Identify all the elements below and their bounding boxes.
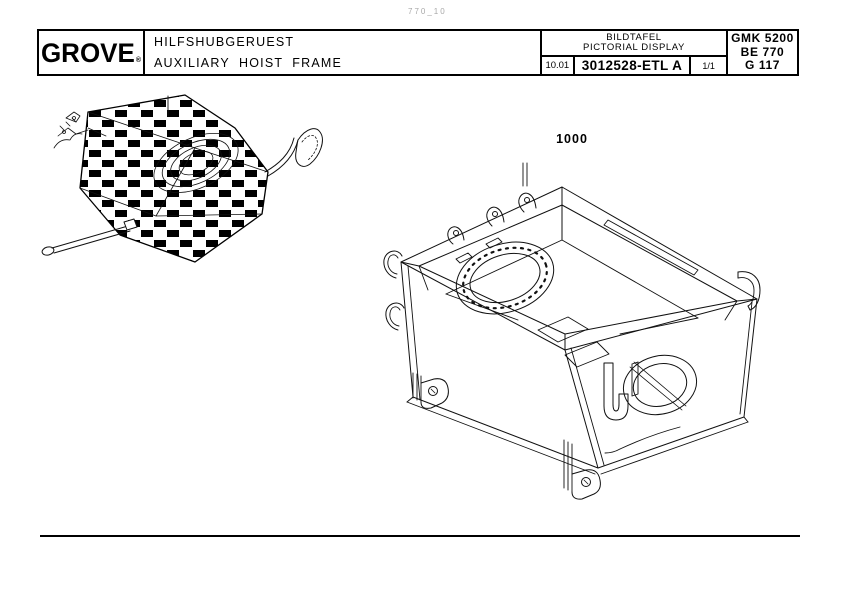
plate-label	[542, 31, 726, 57]
drawing-number: 3012528-ETL A	[575, 57, 692, 74]
logo-cell	[39, 31, 145, 74]
sheet-count: 1/1	[702, 60, 715, 71]
plate-number-row	[542, 57, 726, 74]
overview-thumbnail-drawing	[36, 88, 336, 293]
title-cell	[145, 31, 542, 74]
bottom-rule	[40, 535, 800, 537]
sheet-ref: 770_10	[408, 7, 447, 16]
section-code: 10.01	[542, 57, 575, 74]
model-name: GMK 5200	[731, 31, 794, 46]
grove-logo: GROVE®	[40, 37, 142, 68]
item-callout-1000[interactable]: 1000	[556, 132, 588, 146]
title-english: AUXILIARY HOIST FRAME	[154, 56, 343, 70]
title-block	[37, 29, 799, 76]
model-series: BE 770	[740, 44, 785, 59]
hoist-frame-drawing	[368, 148, 778, 508]
plate-label-german: BILDTAFEL	[606, 31, 662, 43]
model-cell	[728, 31, 797, 74]
title-german: HILFSHUBGERUEST	[154, 35, 295, 49]
plate-info-cell	[542, 31, 728, 74]
plate-label-english: PICTORIAL DISPLAY	[583, 42, 685, 53]
trademark-mark: ®	[135, 56, 142, 64]
page-code: G 117	[744, 58, 781, 73]
